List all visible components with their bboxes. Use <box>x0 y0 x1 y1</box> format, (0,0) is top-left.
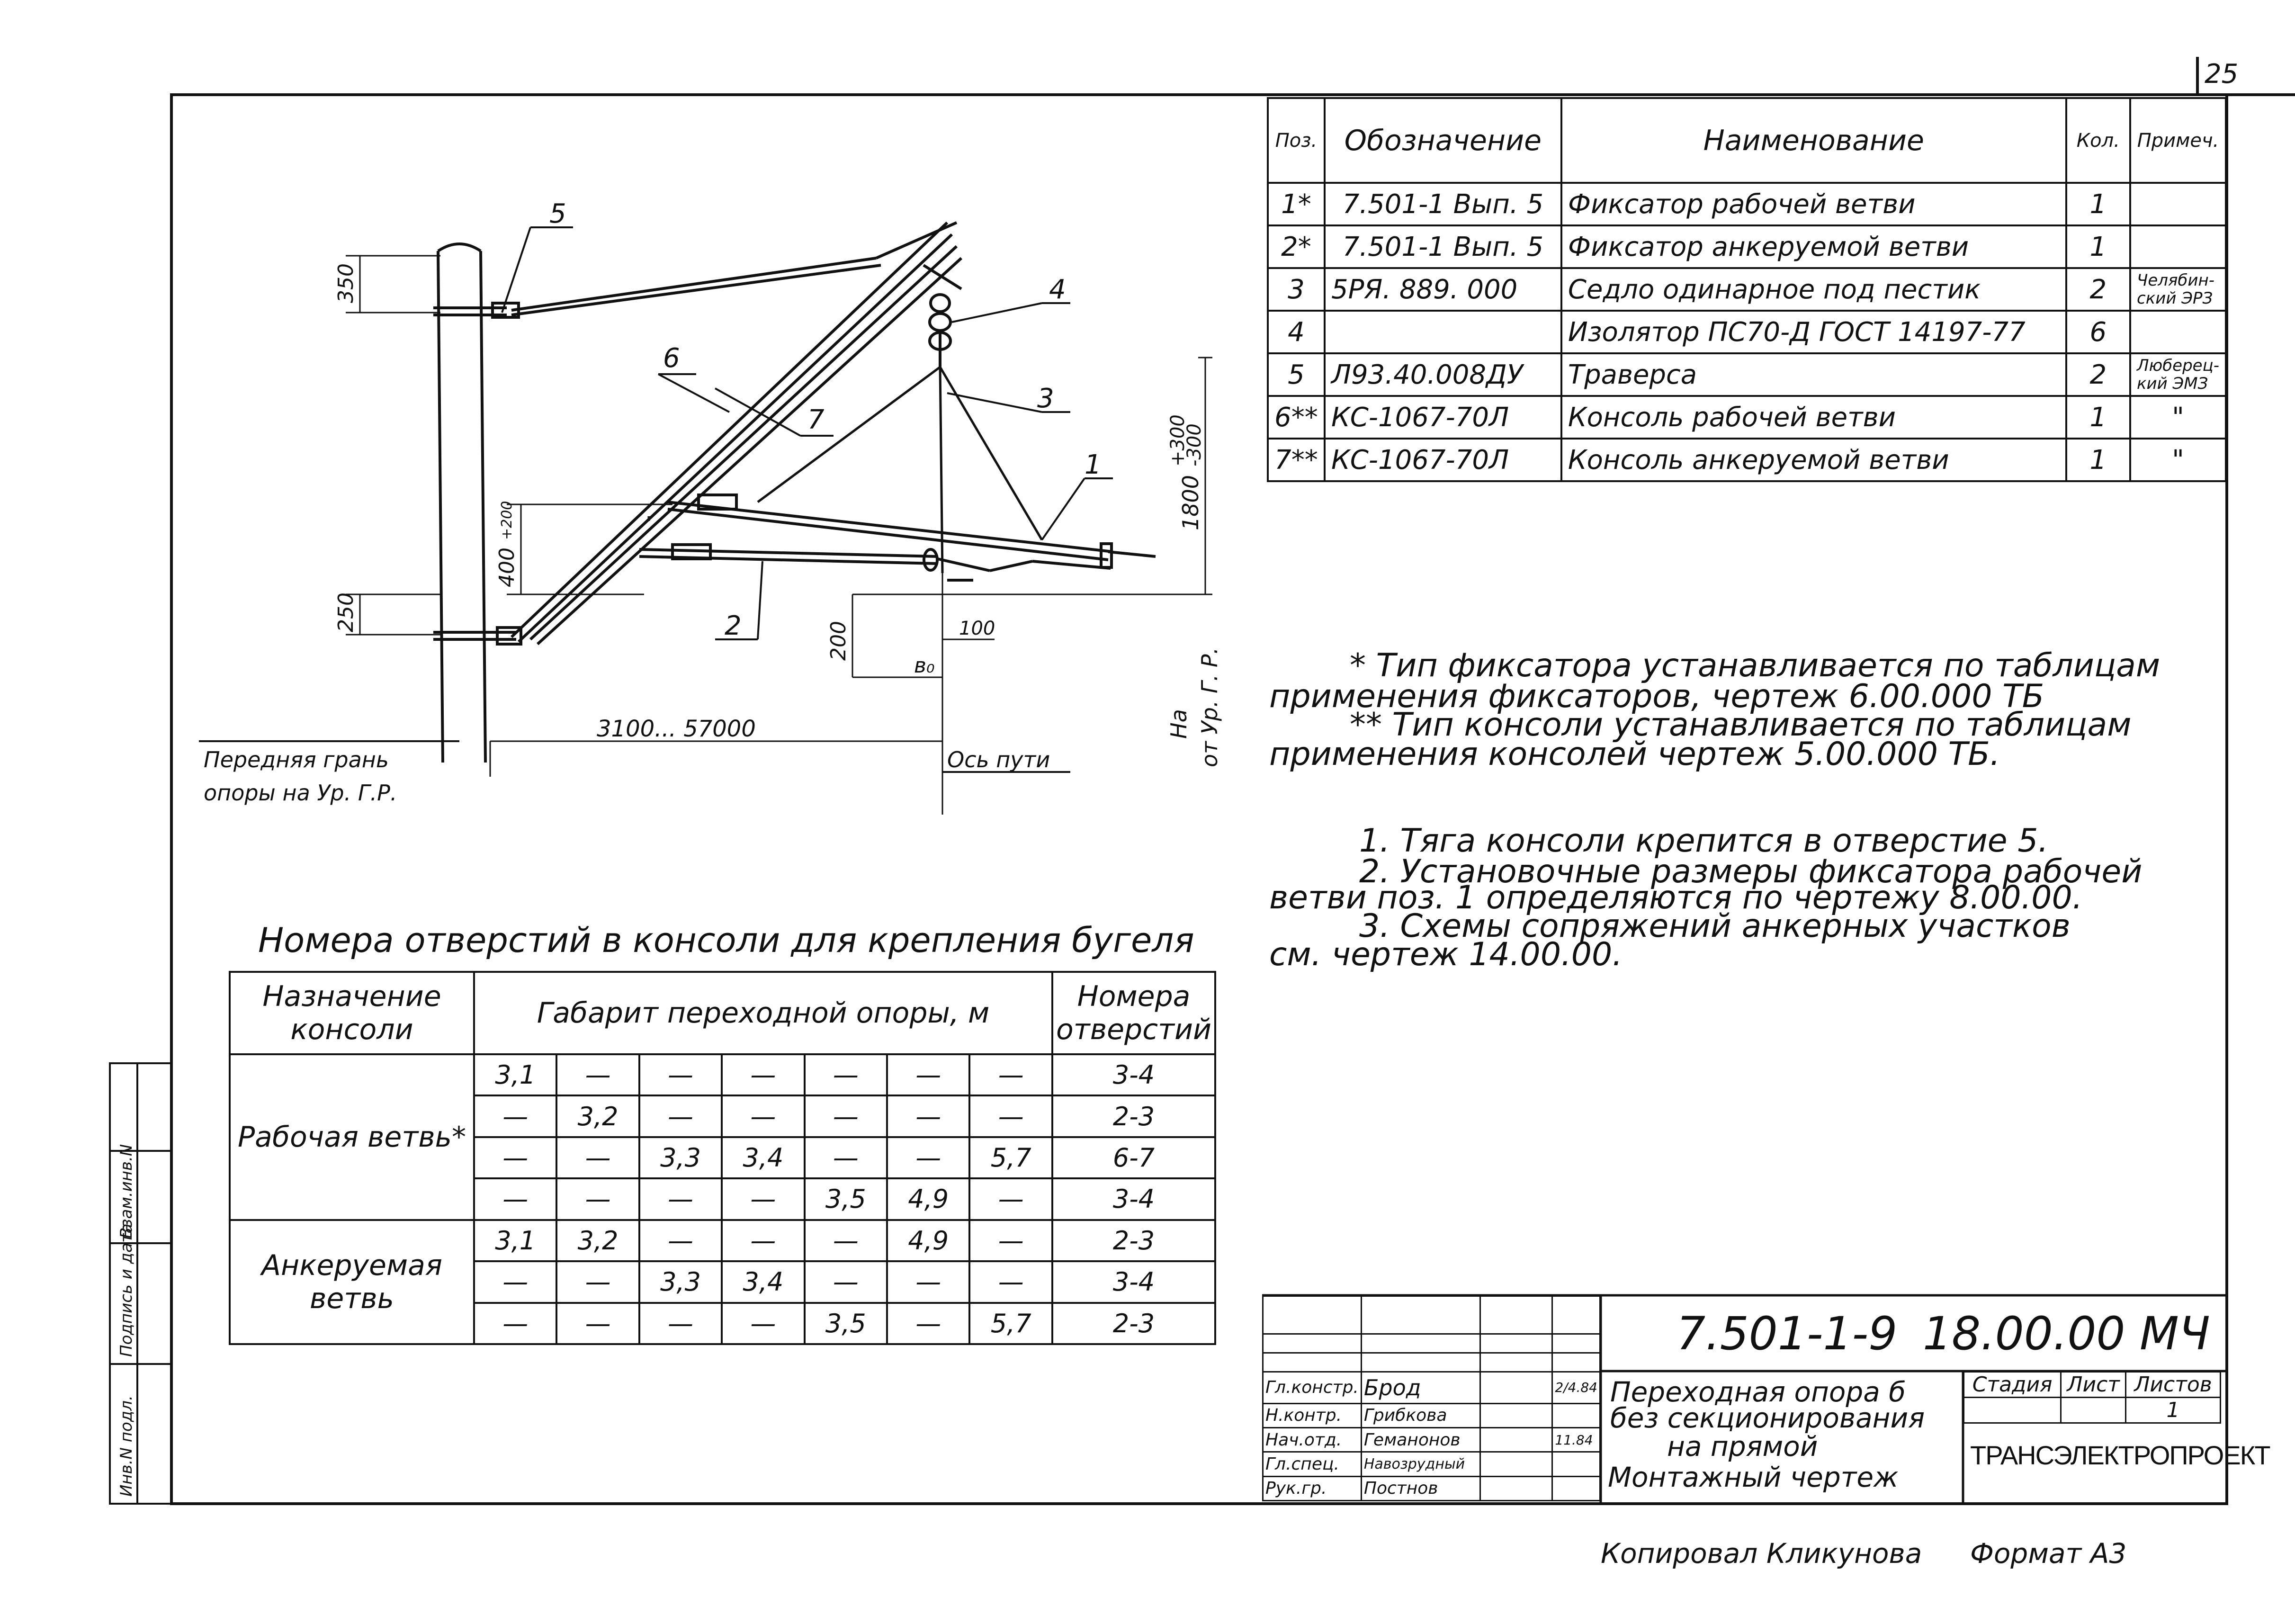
dimension-lines <box>346 256 1212 815</box>
holes-cell: 3,4 <box>722 1261 804 1302</box>
spec-note <box>2130 311 2226 353</box>
label-front-face-2: опоры на Ур. Г.Р. <box>204 780 397 806</box>
holes-header-purpose: Назначение консоли <box>230 972 474 1054</box>
upper-traverse <box>433 258 881 317</box>
holes-cell: — <box>722 1178 804 1220</box>
signature-row <box>1263 1427 1600 1452</box>
holes-cell: 3,2 <box>556 1095 639 1137</box>
spec-name: Седло одинарное под пестик <box>1561 268 2066 311</box>
callout-1: 1 <box>1085 449 1102 480</box>
signature-name: Геманонов <box>1361 1427 1480 1452</box>
holes-cell: — <box>474 1178 556 1220</box>
holes-group-anchored: Анкеруемая ветвь <box>230 1220 474 1344</box>
holes-cell: 3,1 <box>474 1054 556 1095</box>
note-1: 1. Тяга консоли крепится в отверстие 5. <box>1359 822 2049 860</box>
signature-role: Нач.отд. <box>1263 1427 1362 1452</box>
holes-cell: — <box>474 1095 556 1137</box>
stage-header-row <box>1964 1372 2221 1398</box>
spec-qty: 1 <box>2066 439 2130 481</box>
spec-qty: 2 <box>2066 268 2130 311</box>
spec-row <box>1268 353 2226 396</box>
side-stamp-label-2: Подпись и дата <box>117 1223 136 1357</box>
signature-name: Навозрудный <box>1361 1452 1480 1476</box>
dim-250: 250 <box>334 592 358 632</box>
spec-row <box>1268 396 2226 439</box>
signature-role: Гл.спец. <box>1263 1452 1362 1476</box>
signature-mark <box>1480 1452 1552 1476</box>
title-line-2: без секционирования <box>1610 1402 1925 1434</box>
holes-header-holes: Номера отверстий <box>1052 972 1215 1054</box>
spec-row <box>1268 225 2226 268</box>
holes-table <box>229 971 1216 1345</box>
spec-note: " <box>2130 396 2226 439</box>
callout-7: 7 <box>807 404 825 435</box>
holes-cell: — <box>639 1054 722 1095</box>
signature-date <box>1552 1476 1600 1500</box>
dim-200: 200 <box>826 621 851 661</box>
holes-cell: — <box>805 1261 887 1302</box>
spec-code: 7.501-1 Вып. 5 <box>1325 183 1561 225</box>
holes-header-gauge: Габарит переходной опоры, м <box>474 972 1052 1054</box>
spec-header-note: Примеч. <box>2130 98 2226 183</box>
spec-pos: 3 <box>1268 268 1325 311</box>
spec-row <box>1268 268 2226 311</box>
holes-cell: 4,9 <box>887 1220 969 1261</box>
holes-cell: 5,7 <box>969 1137 1052 1178</box>
callout-5: 5 <box>549 198 566 229</box>
stamp-empty-row <box>1263 1353 1600 1372</box>
holes-cell: — <box>887 1054 969 1095</box>
note-2-line-2: ветви поз. 1 определяются по чертежу 8.00.00. <box>1269 879 2083 916</box>
spec-qty: 1 <box>2066 225 2130 268</box>
registration-arms <box>639 495 1156 580</box>
holes-cell: — <box>556 1261 639 1302</box>
holes-cell: — <box>969 1054 1052 1095</box>
signature-name: Брод <box>1361 1372 1480 1404</box>
side-stamp-label-3: Взам.инв.N <box>117 1144 136 1238</box>
title-line-1: Переходная опора б <box>1610 1376 1906 1408</box>
spec-code: 7.501-1 Вып. 5 <box>1325 225 1561 268</box>
stamp-empty-row <box>1263 1296 1600 1334</box>
signature-mark <box>1480 1372 1552 1404</box>
spec-name: Консоль рабочей ветви <box>1561 396 2066 439</box>
spec-header-row <box>1268 98 2226 183</box>
doc-code: 7.501-1-9 <box>1676 1307 1898 1360</box>
note-3-line-2: см. чертеж 14.00.00. <box>1269 936 1623 973</box>
spec-header-qty: Кол. <box>2066 98 2130 183</box>
holes-cell: — <box>805 1095 887 1137</box>
signature-mark <box>1480 1476 1552 1500</box>
holes-cell: — <box>887 1261 969 1302</box>
holes-cell: — <box>474 1261 556 1302</box>
signature-role: Н.контр. <box>1263 1403 1362 1427</box>
page-number: 25 <box>2205 59 2239 90</box>
holes-cell: 3,2 <box>556 1220 639 1261</box>
label-front-face-1: Передняя грань <box>204 747 389 772</box>
holes-cell: — <box>474 1137 556 1178</box>
holes-cell: — <box>722 1220 804 1261</box>
signature-mark <box>1480 1427 1552 1452</box>
holes-cell: — <box>805 1137 887 1178</box>
holes-cell: 3,3 <box>639 1137 722 1178</box>
footnote-2-line-2: применения консолей чертеж 5.00.000 ТБ. <box>1269 736 2000 773</box>
side-stamp-label-1: Инв.N подл. <box>117 1395 136 1497</box>
dim-350: 350 <box>334 263 358 303</box>
stage-sheet-table <box>1963 1371 2221 1424</box>
copied-by: Копировал Кликунова <box>1601 1537 1922 1570</box>
label-track-axis: Ось пути <box>947 747 1050 772</box>
holes-number: 6-7 <box>1052 1137 1215 1178</box>
dim-1800-tol-minus: -300 <box>1183 423 1205 467</box>
dim-1800-tol-plus: +300 <box>1167 414 1189 467</box>
signature-row <box>1263 1452 1600 1476</box>
stage-header: Стадия <box>1964 1372 2061 1398</box>
holes-table-title: Номера отверстий в консоли для крепления бугеля <box>258 920 1194 960</box>
signature-name: Постнов <box>1361 1476 1480 1500</box>
dim-1800: 1800 <box>1178 475 1203 530</box>
spec-code: Л93.40.008ДУ <box>1325 353 1561 396</box>
spec-note: Челябин-ский ЭРЗ <box>2130 268 2226 311</box>
spec-row <box>1268 439 2226 481</box>
holes-cell: — <box>722 1054 804 1095</box>
spec-note <box>2130 225 2226 268</box>
spec-name: Консоль анкеруемой ветви <box>1561 439 2066 481</box>
spec-note: Люберец-кий ЭМЗ <box>2130 353 2226 396</box>
dim-span: 3100... 57000 <box>597 716 756 742</box>
holes-cell: — <box>556 1054 639 1095</box>
callout-3: 3 <box>1037 383 1054 414</box>
sheet-header: Лист <box>2061 1372 2126 1398</box>
doc-number: 18.00.00 МЧ <box>1923 1307 2210 1360</box>
spec-pos: 7** <box>1268 439 1325 481</box>
spec-header-code: Обозначение <box>1325 98 1561 183</box>
spec-name: Траверса <box>1561 353 2066 396</box>
dim-b0: в₀ <box>914 654 935 678</box>
holes-cell: — <box>639 1303 722 1344</box>
holes-cell: 3,1 <box>474 1220 556 1261</box>
holes-cell: 4,9 <box>887 1178 969 1220</box>
holes-number: 2-3 <box>1052 1095 1215 1137</box>
stage-value-row <box>1964 1398 2221 1423</box>
footnote-1-line-2: применения фиксаторов, чертеж 6.00.000 ТБ <box>1269 678 2044 715</box>
note-2-line-1: 2. Установочные размеры фиксатора рабочей <box>1359 853 2143 890</box>
signature-date <box>1552 1403 1600 1427</box>
note-3-line-1: 3. Схемы сопряжений анкерных участков <box>1359 907 2071 945</box>
holes-cell: — <box>805 1054 887 1095</box>
table-row <box>230 1220 1215 1261</box>
holes-cell: — <box>639 1220 722 1261</box>
holes-cell: — <box>722 1303 804 1344</box>
holes-cell: — <box>969 1220 1052 1261</box>
holes-cell: — <box>887 1137 969 1178</box>
spec-pos: 6** <box>1268 396 1325 439</box>
spec-code: КС-1067-70Л <box>1325 439 1561 481</box>
pole <box>438 244 485 763</box>
signature-mark <box>1480 1403 1552 1427</box>
holes-header-row <box>230 972 1215 1054</box>
holes-number: 3-4 <box>1052 1054 1215 1095</box>
spec-code <box>1325 311 1561 353</box>
holes-cell: — <box>887 1303 969 1344</box>
stage-value <box>1964 1398 2061 1423</box>
footnote-2-line-1: ** Тип консоли устанавливается по таблицам <box>1350 706 2132 744</box>
holes-cell: — <box>969 1261 1052 1302</box>
holes-cell: — <box>556 1137 639 1178</box>
holes-cell: — <box>805 1220 887 1261</box>
holes-cell: — <box>639 1178 722 1220</box>
spec-row <box>1268 183 2226 225</box>
spec-pos: 5 <box>1268 353 1325 396</box>
spec-pos: 4 <box>1268 311 1325 353</box>
holes-cell: 3,5 <box>805 1303 887 1344</box>
spec-code: КС-1067-70Л <box>1325 396 1561 439</box>
signature-date: 2/4.84 <box>1552 1372 1600 1404</box>
spec-pos: 1* <box>1268 183 1325 225</box>
holes-number: 3-4 <box>1052 1261 1215 1302</box>
holes-group-working: Рабочая ветвь* <box>230 1054 474 1220</box>
spec-name: Фиксатор рабочей ветви <box>1561 183 2066 225</box>
holes-cell: 3,4 <box>722 1137 804 1178</box>
holes-number: 3-4 <box>1052 1178 1215 1220</box>
sheets-header: Листов <box>2126 1372 2221 1398</box>
format-label: Формат А3 <box>1970 1537 2127 1570</box>
holes-cell: — <box>556 1178 639 1220</box>
dim-100: 100 <box>959 618 995 639</box>
holes-cell: — <box>474 1303 556 1344</box>
insulator-string <box>923 265 961 369</box>
label-rail-level-2: от Ур. Г. Р. <box>1197 647 1222 767</box>
spec-note <box>2130 183 2226 225</box>
holes-number: 2-3 <box>1052 1220 1215 1261</box>
spec-qty: 1 <box>2066 396 2130 439</box>
signature-date <box>1552 1452 1600 1476</box>
holes-cell: 3,3 <box>639 1261 722 1302</box>
spec-qty: 2 <box>2066 353 2130 396</box>
signature-date: 11.84 <box>1552 1427 1600 1452</box>
signature-row <box>1263 1403 1600 1427</box>
steady-rods <box>758 367 1042 573</box>
sheet-value <box>2061 1398 2126 1423</box>
spec-header-name: Наименование <box>1561 98 2066 183</box>
holes-cell: — <box>887 1095 969 1137</box>
spec-pos: 2* <box>1268 225 1325 268</box>
dim-400: 400 <box>495 547 519 587</box>
table-row <box>230 1054 1215 1095</box>
signature-name: Грибкова <box>1361 1403 1480 1427</box>
callout-6: 6 <box>663 343 680 374</box>
spec-qty: 1 <box>2066 183 2130 225</box>
title-line-4: Монтажный чертеж <box>1608 1461 1899 1493</box>
title-line-3: на прямой <box>1667 1430 1818 1462</box>
label-rail-level-1: На <box>1166 709 1192 739</box>
lower-clamp <box>433 628 521 644</box>
signature-row <box>1263 1476 1600 1500</box>
holes-cell: 3,5 <box>805 1178 887 1220</box>
signature-row <box>1263 1372 1600 1404</box>
spec-qty: 6 <box>2066 311 2130 353</box>
spec-name: Изолятор ПС70-Д ГОСТ 14197-77 <box>1561 311 2066 353</box>
signature-block <box>1262 1295 1601 1501</box>
callout-4: 4 <box>1049 274 1066 305</box>
holes-cell: — <box>639 1095 722 1137</box>
sheets-value: 1 <box>2126 1398 2221 1423</box>
holes-cell: — <box>722 1095 804 1137</box>
holes-number: 2-3 <box>1052 1303 1215 1344</box>
spec-code: 5РЯ. 889. 000 <box>1325 268 1561 311</box>
signature-role: Рук.гр. <box>1263 1476 1362 1500</box>
spec-row <box>1268 311 2226 353</box>
organization-name: ТРАНСЭЛЕКТРОПРОЕКТ <box>1970 1440 2270 1470</box>
holes-cell: — <box>556 1303 639 1344</box>
spec-name: Фиксатор анкеруемой ветви <box>1561 225 2066 268</box>
holes-cell: — <box>969 1178 1052 1220</box>
spec-note: " <box>2130 439 2226 481</box>
spec-header-pos: Поз. <box>1268 98 1325 183</box>
specification-table <box>1267 97 2227 482</box>
dim-400-tolerance: +200 <box>499 501 515 540</box>
holes-cell: — <box>969 1095 1052 1137</box>
signature-role: Гл.констр. <box>1263 1372 1362 1404</box>
footnote-1-line-1: * Тип фиксатора устанавливается по таблицам <box>1350 647 2161 684</box>
stamp-empty-row <box>1263 1334 1600 1353</box>
holes-cell: 5,7 <box>969 1303 1052 1344</box>
callout-2: 2 <box>725 610 742 641</box>
